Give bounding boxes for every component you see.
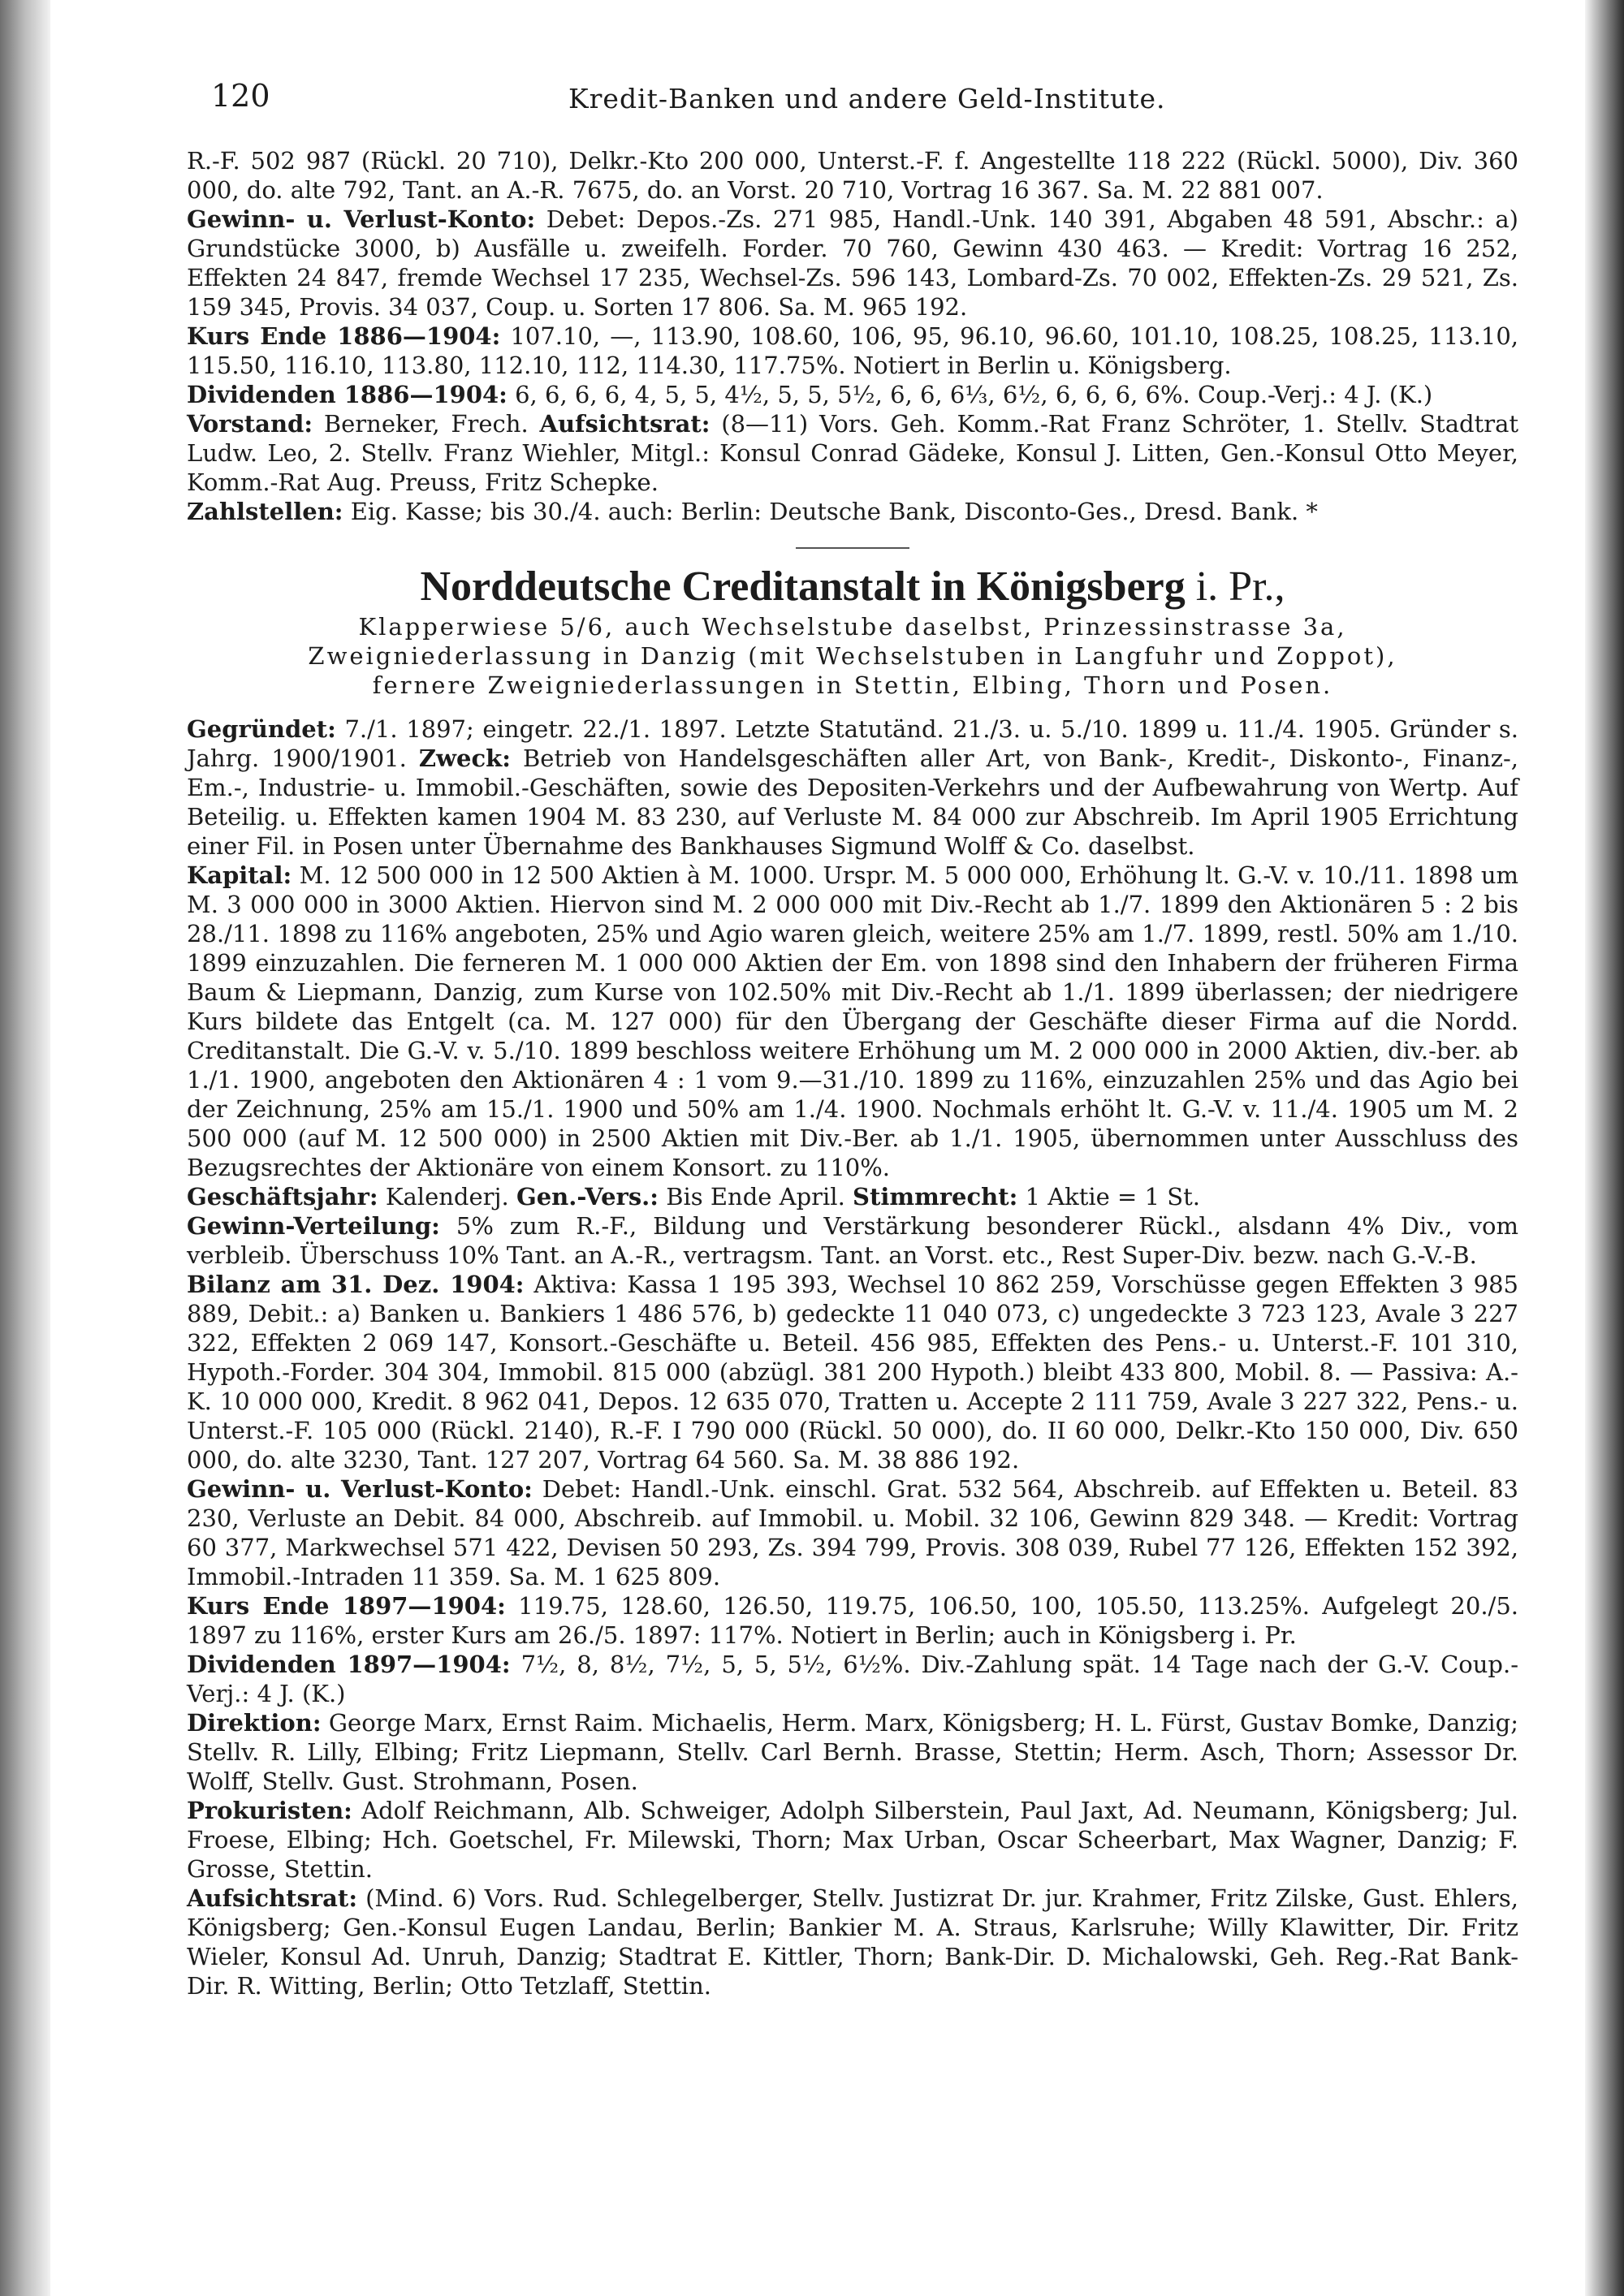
direktion-text: George Marx, Ernst Raim. Michaelis, Herm. Marx, Königsberg; H. L. Fürst, Gustav Bomke, Danzig; Stellv. R. Lilly, Elbing; Fritz Liepmann, Stellv. Carl Bernh. Brasse, Stettin; Herm. Asch, Thorn; Assessor Dr. Wolff, Stellv. Gust. Strohmann, Posen.: [187, 1709, 1518, 1795]
bank-address: [187, 612, 1518, 700]
aufsichtsrat-paragraph: [187, 1884, 1518, 2000]
bilanz-paragraph: [187, 1270, 1518, 1474]
prev-dividenden-text: 6, 6, 6, 6, 4, 5, 5, 4½, 5, 5, 5½, 6, 6, 6⅓, 6½, 6, 6, 6, 6%. Coup.-Verj.: 4 J. (K.): [515, 381, 1433, 408]
bilanz-text: Aktiva: Kassa 1 195 393, Wechsel 10 862 259, Vorschüsse gegen Effekten 3 985 889, Debit.: a) Banken u. Bankiers 1 486 576, b) gedeckte 11 040 073, c) ungedeckte 3 723 123, Avale 3 227 322, Effekten 2 069 147, Konsort.-Geschäfte u. Beteil. 456 985, Effekten des Pens.- u. Unterst.-F. 101 310, Hypoth.-Forder. 304 304, Immobil. 815 000 (abzügl. 381 200 Hypoth.) bleibt 433 800, Mobil. 8. — Passiva: A.-K. 10 000 000, Kredit. 8 962 041, Depos. 12 635 070, Tratten u. Accepte 2 111 759, Avale 3 227 322, Pens.- u. Unterst.-F. 105 000 (Rückl. 2140), R.-F. I 790 000 (Rückl. 50 000), do. II 60 000, Delkr.-Kto 150 000, Div. 650 000, do. alte 3230, Tant. 127 207, Vortrag 64 560. Sa. M. 38 886 192.: [187, 1271, 1518, 1474]
prev-zahlstellen-label: Zahlstellen:: [187, 498, 343, 525]
prev-gewinn-text: Debet: Depos.-Zs. 271 985, Handl.-Unk. 140 391, Abgaben 48 591, Abschr.: a) Grundstücke 3000, b) Ausfälle u. zweifelh. Forder. 70 760, Gewinn 430 463. — Kredit: Vortrag 16 252, Effekten 24 847, fremde Wechsel 17 235, Wechsel-Zs. 596 143, Lombard-Zs. 70 002, Effekten-Zs. 29 521, Zs. 159 345, Provis. 34 037, Coup. u. Sorten 17 806. Sa. M. 965 192.: [187, 205, 1518, 321]
gewinn-verteilung-paragraph: [187, 1211, 1518, 1270]
bilanz-label: Bilanz am 31. Dez. 1904:: [187, 1271, 525, 1298]
prev-aufsichtsrat-label: Aufsichtsrat:: [539, 410, 710, 438]
dividenden-text: 7½, 8, 8½, 7½, 5, 5, 5½, 6½%. Div.-Zahlung spät. 14 Tage nach der G.-V. Coup.-Verj.: 4 J. (K.): [187, 1651, 1519, 1707]
scan-edge-right: [1585, 0, 1624, 2296]
prev-kurs-paragraph: [187, 322, 1518, 380]
kapital-label: Kapital:: [187, 861, 292, 889]
genvers-label: Gen.-Vers.:: [516, 1183, 659, 1211]
bank-title-suffix: i. Pr.,: [1195, 563, 1285, 610]
zweck-text: Betrieb von Handelsgeschäften aller Art, von Bank-, Kredit-, Diskonto-, Finanz-, Em.-, Industrie- u. Immobil.-Geschäften, sowie des Depositen-Verkehrs und der Aufbewahrung von Wertp. Auf Beteilig. u. Effekten kamen 1904 M. 83 230, auf Verluste M. 84 000 zur Abschreib. Im April 1905 Errichtung einer Fil. in Posen unter Übernahme des Bankhauses Sigmund Wolff & Co. daselbst.: [187, 744, 1519, 860]
gewinn-verlust-text: Debet: Handl.-Unk. einschl. Grat. 532 564, Abschreib. auf Effekten u. Beteil. 83 230, Verluste an Debit. 84 000, Abschreib. auf Immobil. u. Mobil. 32 106, Gewinn 829 348. — Kredit: Vortrag 60 377, Markwechsel 571 422, Devisen 50 293, Zs. 394 799, Provis. 308 039, Rubel 77 126, Effekten 152 392, Immobil.-Intraden 11 359. Sa. M. 1 625 809.: [187, 1475, 1519, 1590]
prev-gewinn-label: Gewinn- u. Verlust-Konto:: [187, 205, 536, 233]
prokuristen-text: Adolf Reichmann, Alb. Schweiger, Adolph Silberstein, Paul Jaxt, Ad. Neumann, Königsberg; Jul. Froese, Elbing; Hch. Goetschel, Fr. Milewski, Thorn; Max Urban, Oscar Scheerbart, Max Wagner, Danzig; F. Grosse, Stettin.: [187, 1797, 1519, 1883]
prev-kurs-text: 107.10, —, 113.90, 108.60, 106, 95, 96.10, 96.60, 101.10, 108.25, 108.25, 113.10, 115.50, 116.10, 113.80, 112.10, 112, 114.30, 117.75%. Notiert in Berlin u. Königsberg.: [187, 322, 1518, 379]
prev-vorstand-label: Vorstand:: [187, 410, 313, 438]
address-line: fernere Zweigniederlassungen in Stettin, Elbing, Thorn und Posen.: [372, 671, 1333, 699]
prev-zahlstellen-text: Eig. Kasse; bis 30./4. auch: Berlin: Deutsche Bank, Disconto-Ges., Dresd. Bank. *: [350, 498, 1318, 525]
kapital-paragraph: [187, 861, 1518, 1182]
stimmrecht-text: 1 Aktie = 1 St.: [1025, 1183, 1200, 1211]
kurs-paragraph: [187, 1591, 1518, 1650]
gewinn-verlust-paragraph: [187, 1474, 1518, 1591]
address-line: Klapperwiese 5/6, auch Wechselstube daselbst, Prinzessinstrasse 3a,: [358, 613, 1347, 641]
prev-dividenden-label: Dividenden 1886—1904:: [187, 381, 508, 408]
gewinn-verlust-label: Gewinn- u. Verlust-Konto:: [187, 1475, 533, 1503]
bank-entry: [187, 714, 1518, 2000]
document-page: [187, 78, 1519, 2000]
prev-entry-top-text: R.-F. 502 987 (Rückl. 20 710), Delkr.-Kto 200 000, Unterst.-F. f. Angestellte 118 222 (Rückl. 5000), Div. 360 000, do. alte 792, Tant. an A.-R. 7675, do. an Vorst. 20 710, Vortrag 16 367. Sa. M. 22 881 007.: [187, 147, 1518, 204]
prokuristen-paragraph: [187, 1796, 1518, 1884]
kurs-label: Kurs Ende 1897—1904:: [187, 1592, 506, 1620]
direktion-paragraph: [187, 1708, 1518, 1796]
bank-name: Norddeutsche Creditanstalt in Königsberg: [420, 563, 1186, 610]
aufsichtsrat-label: Aufsichtsrat:: [187, 1884, 358, 1912]
kurs-text: 119.75, 128.60, 126.50, 119.75, 106.50, 100, 105.50, 113.25%. Aufgelegt 20./5. 1897 zu 116%, erster Kurs am 26./5. 1897: 117%. Notiert in Berlin; auch in Königsberg i. Pr.: [187, 1592, 1518, 1649]
dividenden-paragraph: [187, 1650, 1518, 1708]
page-header: [187, 78, 1518, 130]
prev-zahlstellen-paragraph: [187, 497, 1518, 526]
geschaeftsjahr-paragraph: [187, 1182, 1518, 1211]
gewinn-verteilung-text: 5% zum R.-F., Bildung und Verstärkung besonderer Rückl., alsdann 4% Div., vom verbleib. Überschuss 10% Tant. an A.-R., vertragsm. Tant. an Vorst. etc., Rest Super-Div. bezw. nach G.-V.-B.: [187, 1212, 1519, 1269]
stimmrecht-label: Stimmrecht:: [853, 1183, 1018, 1211]
prev-dividenden-paragraph: [187, 380, 1518, 409]
aufsichtsrat-text: (Mind. 6) Vors. Rud. Schlegelberger, Stellv. Justizrat Dr. jur. Krahmer, Fritz Zilske, Gust. Ehlers, Königsberg; Gen.-Konsul Eugen Landau, Berlin; Bankier M. A. Straus, Karlsruhe; Willy Klawitter, Dir. Fritz Wieler, Konsul Ad. Unruh, Danzig; Stadtrat E. Kittler, Thorn; Bank-Dir. D. Michalowski, Geh. Reg.-Rat Bank-Dir. R. Witting, Berlin; Otto Tetzlaff, Stettin.: [187, 1884, 1519, 2000]
prev-vorstand-text: Berneker, Frech.: [323, 410, 529, 438]
address-line: Zweigniederlassung in Danzig (mit Wechselstuben in Langfuhr und Zoppot),: [308, 642, 1397, 670]
prokuristen-label: Prokuristen:: [187, 1797, 352, 1824]
geschaeftsjahr-text: Kalenderj.: [385, 1183, 509, 1211]
gegruendet-paragraph: [187, 714, 1518, 861]
gegruendet-label: Gegründet:: [187, 715, 336, 743]
previous-entry: [187, 146, 1518, 526]
genvers-text: Bis Ende April.: [666, 1183, 845, 1211]
geschaeftsjahr-label: Geschäftsjahr:: [187, 1183, 378, 1211]
prev-vorstand-paragraph: [187, 409, 1518, 497]
running-title: Kredit-Banken und andere Geld-Institute.: [568, 83, 1166, 114]
direktion-label: Direktion:: [187, 1709, 322, 1737]
page-number: 120: [211, 78, 270, 114]
section-divider: [796, 547, 909, 549]
dividenden-label: Dividenden 1897—1904:: [187, 1651, 511, 1678]
scan-edge-left: [0, 0, 50, 2296]
zweck-label: Zweck:: [418, 744, 511, 772]
prev-aufsichtsrat-text: (8—11) Vors. Geh. Komm.-Rat Franz Schröter, 1. Stellv. Stadtrat Ludw. Leo, 2. Stellv. Franz Wiehler, Mitgl.: Konsul Conrad Gädeke, Konsul J. Litten, Gen.-Konsul Otto Meyer, Komm.-Rat Aug. Preuss, Fritz Schepke.: [187, 410, 1519, 496]
bank-title: [187, 562, 1518, 612]
prev-gewinn-paragraph: [187, 205, 1518, 322]
kapital-text: M. 12 500 000 in 12 500 Aktien à M. 1000. Urspr. M. 5 000 000, Erhöhung lt. G.-V. v. 10./11. 1898 um M. 3 000 000 in 3000 Aktien. Hiervon sind M. 2 000 000 mit Div.-Recht ab 1./7. 1899 den Aktionären 5 : 2 bis 28./11. 1898 zu 116% angeboten, 25% und Agio waren gleich, weitere 25% am 1./7. 1899, restl. 50% am 1./10. 1899 einzuzahlen. Die ferneren M. 1 000 000 Aktien der Em. von 1898 sind den Inhabern der früheren Firma Baum & Liepmann, Danzig, zum Kurse von 102.50% mit Div.-Recht ab 1./1. 1899 überlassen; der niedrigere Kurs bildete das Entgelt (ca. M. 127 000) für den Übergang der Geschäfte dieser Firma auf die Nordd. Creditanstalt. Die G.-V. v. 5./10. 1899 beschloss weitere Erhöhung um M. 2 000 000 in 2000 Aktien, div.-ber. ab 1./1. 1900, angeboten den Aktionären 4 : 1 vom 9.—31./10. 1899 zu 116%, einzuzahlen 25% und das Agio bei der Zeichnung, 25% am 15./1. 1900 und 50% am 1./4. 1900. Nochmals erhöht lt. G.-V. v. 11./4. 1905 um M. 2 500 000 (auf M. 12 500 000) in 2500 Aktien mit Div.-Ber. ab 1./1. 1905, übernommen unter Ausschluss des Bezugsrechtes der Aktionäre von einem Konsort. zu 110%.: [187, 861, 1519, 1181]
gewinn-verteilung-label: Gewinn-Verteilung:: [187, 1212, 440, 1240]
prev-kurs-label: Kurs Ende 1886—1904:: [187, 322, 501, 350]
gegruendet-text: 7./1. 1897; eingetr. 22./1. 1897. Letzte Statutänd. 21./3. u. 5./10. 1899 u. 11./4. 1905. Gründer s. Jahrg. 1900/1901.: [187, 715, 1518, 772]
